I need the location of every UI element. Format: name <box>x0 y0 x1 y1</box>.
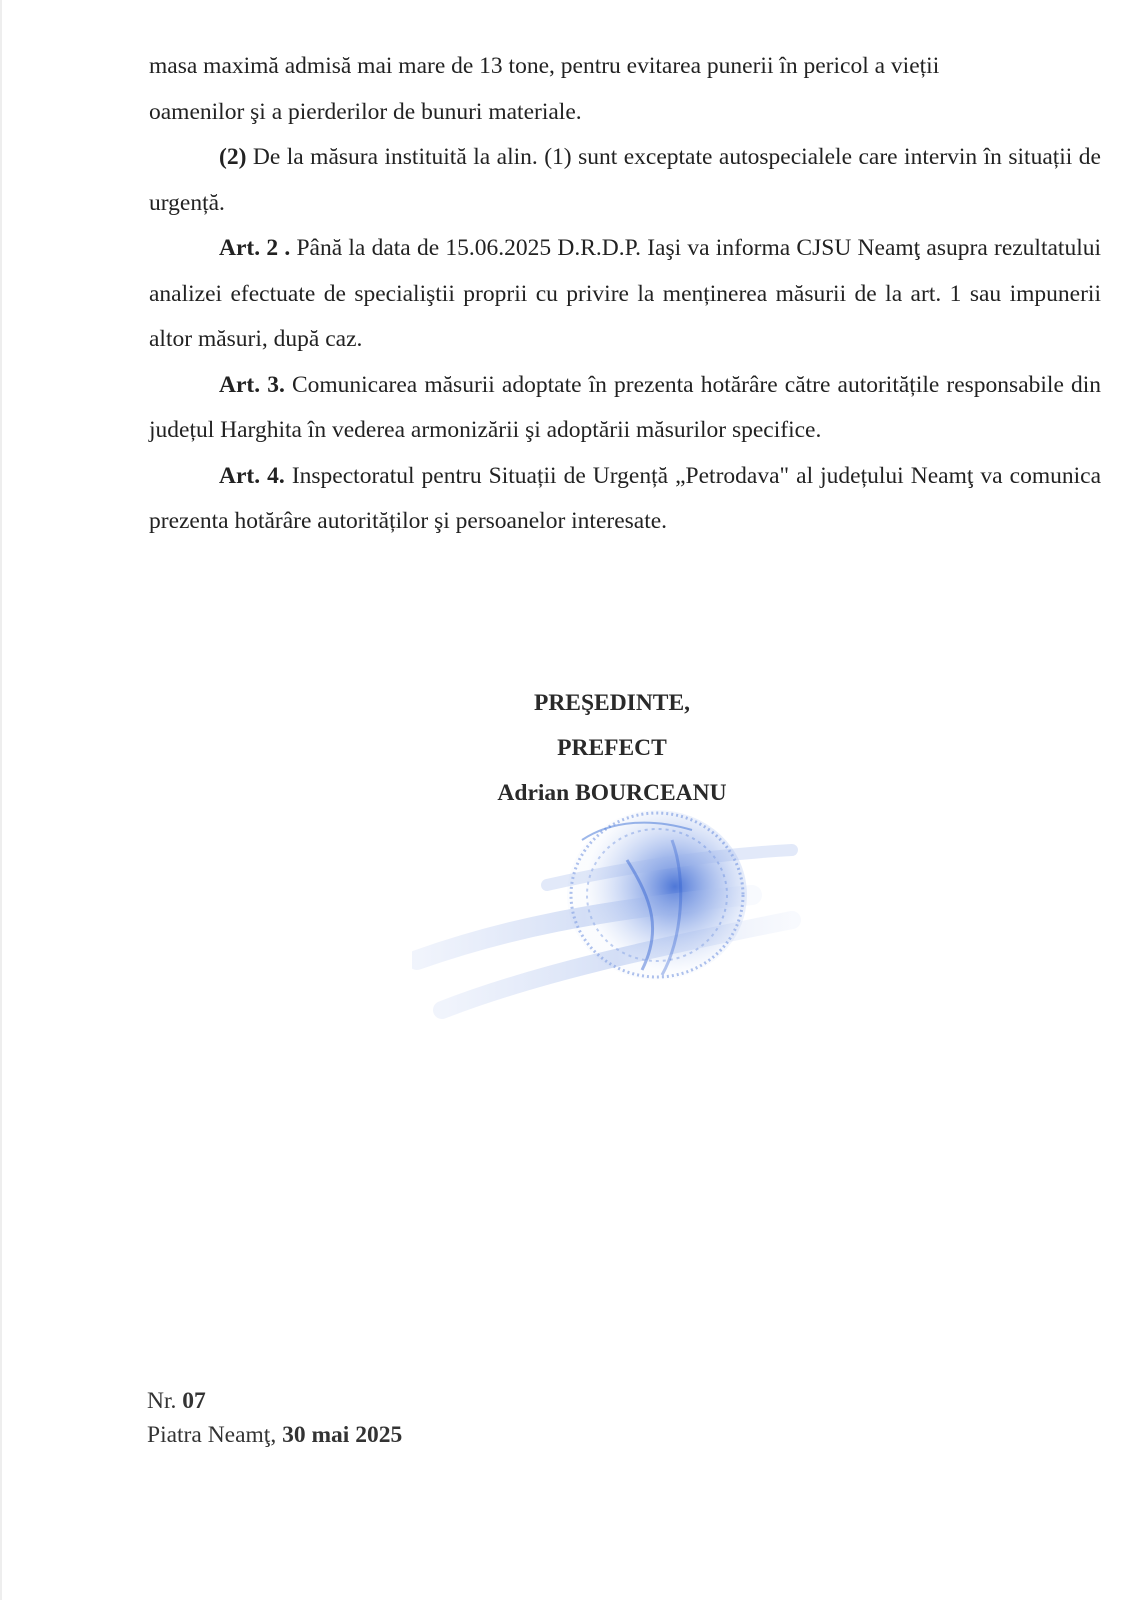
paragraph-art-4 <box>149 454 1101 545</box>
document-number <box>147 1384 402 1418</box>
paragraph-alin-2 <box>149 135 1101 226</box>
art-3-text: Comunicarea măsurii adoptate în prezenta hotărâre către autoritățile responsabile din județul Harghita în vederea armonizării şi adoptării măsurilor specifice. <box>149 371 1102 443</box>
document-place: Piatra Neamţ, <box>147 1422 277 1448</box>
art-4-text: Inspectoratul pentru Situații de Urgență „Petrodava" al județului Neamţ va comunica prezenta hotărâre autorităților şi persoanelor interesate. <box>149 462 1101 534</box>
signature-title-prefect: PREFECT <box>557 735 667 761</box>
paragraph-art-3 <box>149 363 1101 454</box>
document-date: 30 mai 2025 <box>282 1422 403 1448</box>
signature-block <box>462 681 762 816</box>
document-number-value: 07 <box>182 1388 206 1414</box>
paragraph-continuation-line2: oamenilor şi a pierderilor de bunuri materiale. <box>149 98 582 125</box>
document-body <box>149 44 1101 545</box>
art-2-label: Art. 2 . <box>219 235 291 261</box>
paragraph-continuation-line1: masa maximă admisă mai mare de 13 tone, pentru evitarea punerii în pericol a vieții <box>149 53 940 79</box>
art-3-label: Art. 3. <box>219 371 285 398</box>
art-2-text: Până la data de 15.06.2025 D.R.D.P. Iaşi va informa CJSU Neamţ asupra rezultatului analizei efectuate de specialiştii proprii cu privire la menținerea măsurii de la art. 1 sau impunerii altor măsuri, după caz. <box>149 235 1102 352</box>
paragraph-art-2 <box>149 226 1101 363</box>
official-stamp-icon <box>412 800 802 1030</box>
alin-2-text: De la măsura instituită la alin. (1) sunt exceptate autospecialele care intervin în situații de urgență. <box>149 144 1101 216</box>
signature-name: Adrian BOURCEANU <box>497 780 727 806</box>
paragraph-continuation <box>149 44 1101 135</box>
document-place-date <box>147 1418 402 1452</box>
document-number-label: Nr. <box>147 1388 177 1414</box>
art-4-label: Art. 4. <box>219 462 285 489</box>
document-footer <box>147 1384 402 1452</box>
signature-title-president: PREŞEDINTE, <box>533 690 691 716</box>
alin-2-label: (2) <box>219 144 247 170</box>
